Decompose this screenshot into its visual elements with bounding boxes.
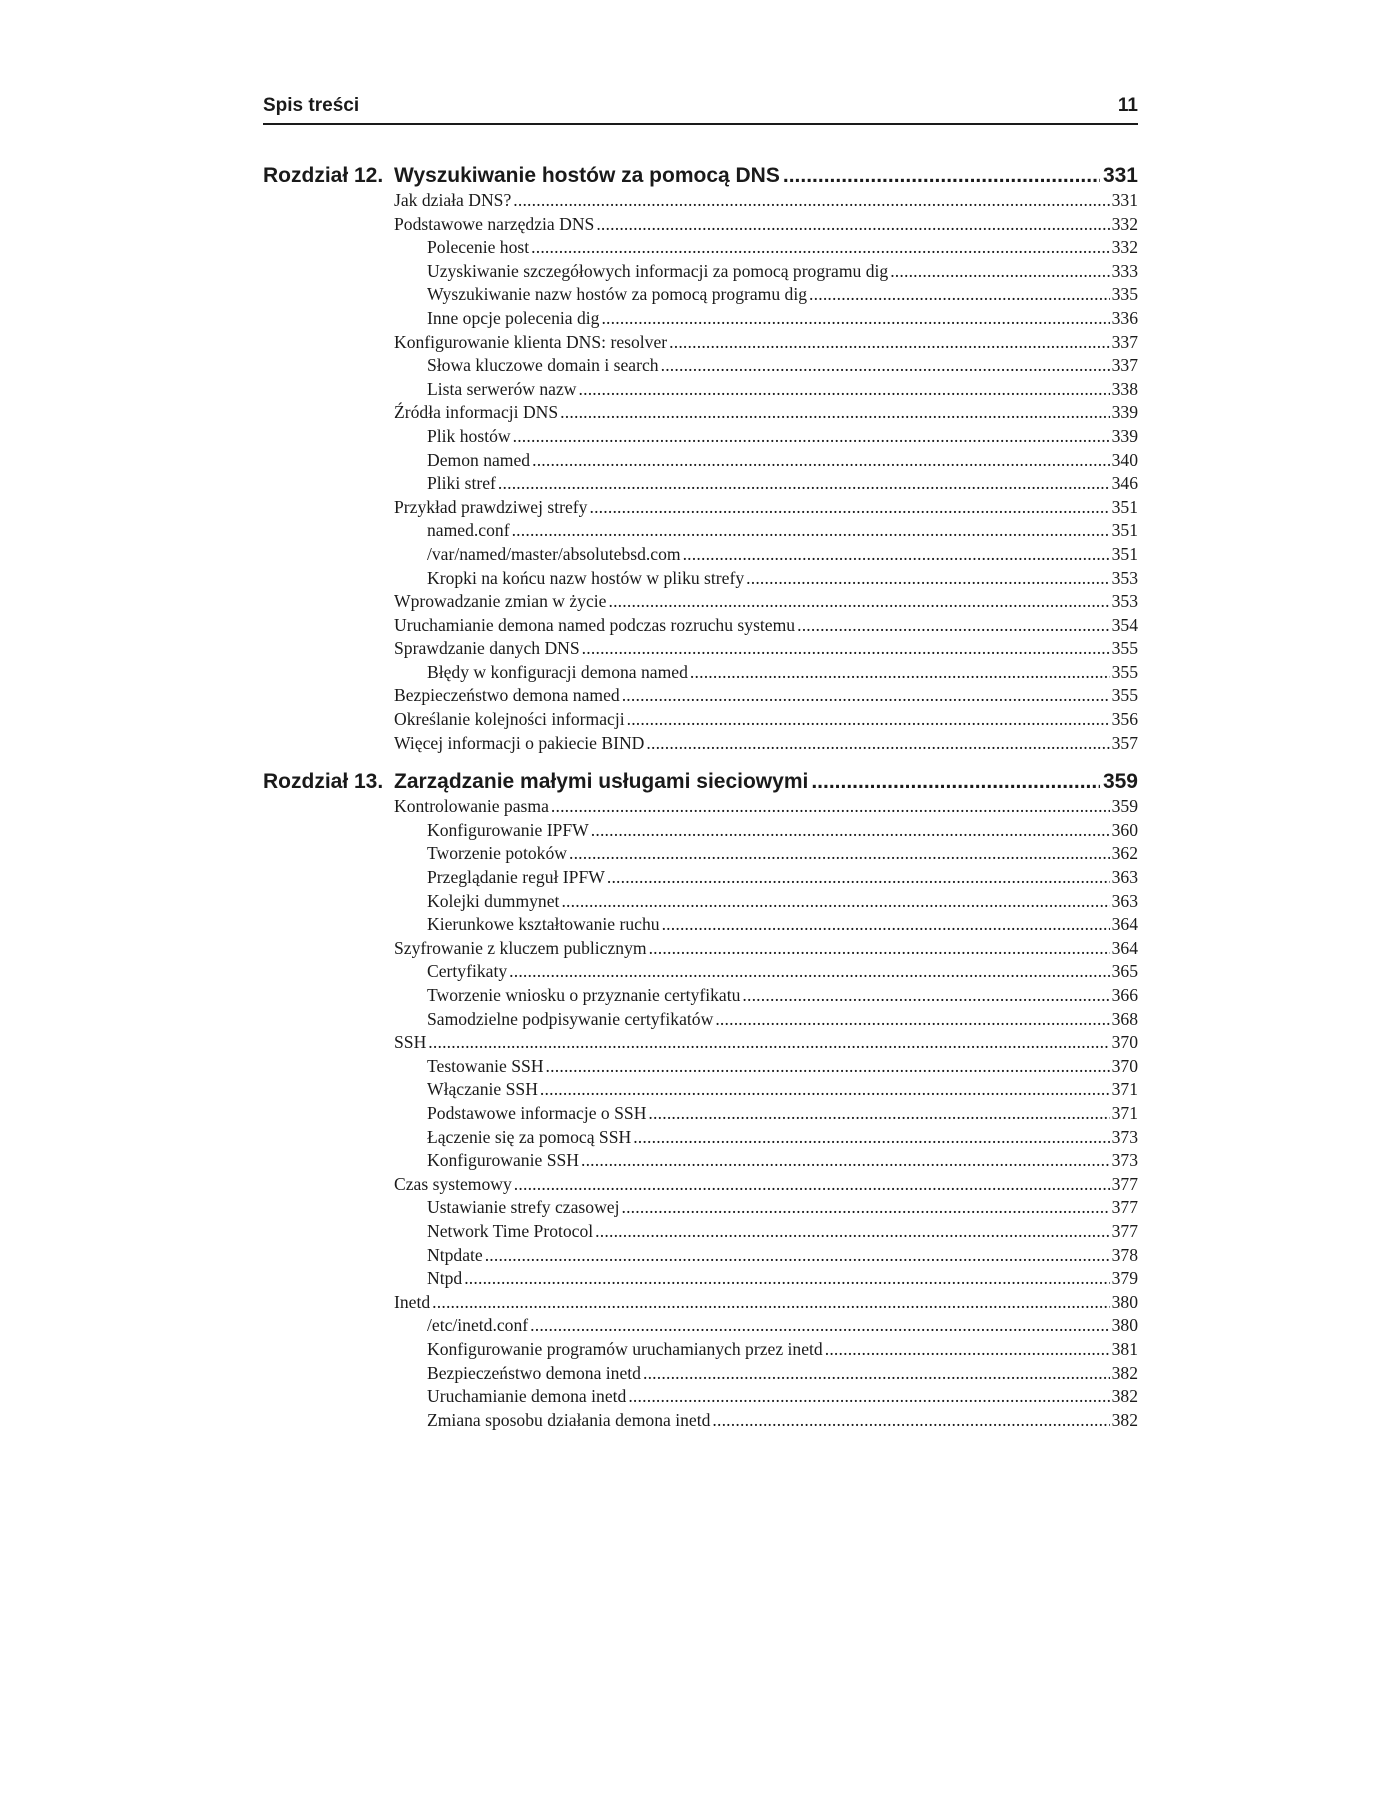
toc-entry-page-number: 363 [1111,890,1138,911]
toc-entry[interactable] [263,472,1138,496]
toc-entry[interactable] [263,1267,1138,1291]
dot-leader [712,1409,1109,1433]
toc-entry[interactable] [263,708,1138,732]
dot-leader [608,590,1109,614]
dot-leader [797,614,1110,638]
toc-entry-page-number: 381 [1111,1338,1138,1359]
toc-entry[interactable] [263,1173,1138,1197]
dot-leader [540,1078,1110,1102]
chapter-title: Zarządzanie małymi usługami sieciowymi [394,770,809,794]
toc-entry-title: Kierunkowe kształtowanie ruchu [427,914,660,935]
toc-entry-title: Uruchamianie demona inetd [427,1386,627,1407]
toc-entry-page-number: 355 [1111,685,1138,706]
dot-leader [432,1291,1109,1315]
toc-entry-page-number: 339 [1111,425,1138,446]
toc-entry-page-number: 337 [1111,355,1138,376]
toc-entry[interactable] [263,590,1138,614]
toc-entry[interactable] [263,449,1138,473]
toc-entry[interactable] [263,1078,1138,1102]
toc-entry-title: Uzyskiwanie szczegółowych informacji za pomocą programu dig [427,260,889,281]
dot-leader [582,637,1110,661]
toc-entry-title: Network Time Protocol [427,1220,594,1241]
dot-leader [595,1220,1109,1244]
page-number: 11 [1117,95,1138,116]
toc-entry-title: Demon named [427,449,531,470]
toc-entry-page-number: 365 [1111,961,1138,982]
toc-entry[interactable] [263,913,1138,937]
dot-leader [825,1338,1110,1362]
toc-entry-list [263,189,1138,755]
toc-entry[interactable] [263,307,1138,331]
toc-entry[interactable] [263,890,1138,914]
dot-leader [531,236,1109,260]
toc-entry-title: SSH [394,1032,427,1053]
dot-leader [546,1055,1110,1079]
toc-entry-title: Tworzenie potoków [427,843,567,864]
toc-entry[interactable] [263,354,1138,378]
dot-leader [591,819,1110,843]
chapter-label: Rozdział 13. [263,770,384,794]
toc-entry-title: Słowa kluczowe domain i search [427,355,659,376]
toc-entry-page-number: 360 [1111,819,1138,840]
dot-leader [560,401,1109,425]
toc-entry[interactable] [263,795,1138,819]
toc-entry-page-number: 354 [1111,614,1138,635]
dot-leader [627,708,1110,732]
dot-leader [579,378,1110,402]
toc-entry-list [263,795,1138,1432]
chapter-title: Wyszukiwanie hostów za pomocą DNS [394,164,780,187]
toc-entry[interactable] [263,819,1138,843]
toc-entry-title: Zmiana sposobu działania demona inetd [427,1409,711,1430]
toc-entry-page-number: 370 [1111,1032,1138,1053]
toc-entry-title: Kolejki dummynet [427,890,560,911]
dot-leader [581,1149,1110,1173]
toc-entry-page-number: 346 [1111,473,1138,494]
toc-entry-title: Błędy w konfiguracji demona named [427,661,688,682]
toc-entry-title: Źródła informacji DNS [394,402,559,423]
toc-entry-page-number: 371 [1111,1079,1138,1100]
dot-leader [648,1102,1109,1126]
toc-entry[interactable] [263,637,1138,661]
dot-leader [498,472,1110,496]
toc-entry[interactable] [263,283,1138,307]
dot-leader [742,984,1109,1008]
toc-entry-title: Czas systemowy [394,1173,512,1194]
running-head-title: Spis treści [263,95,360,116]
toc-entry[interactable] [263,1102,1138,1126]
toc-entry-title: Określanie kolejności informacji [394,709,625,730]
toc-entry-title: Testowanie SSH [427,1055,544,1076]
toc-entry-page-number: 370 [1111,1055,1138,1076]
toc-entry[interactable] [263,567,1138,591]
toc-entry[interactable] [263,496,1138,520]
toc-entry-page-number: 382 [1111,1409,1138,1430]
toc-entry-page-number: 377 [1111,1197,1138,1218]
toc-entry[interactable] [263,960,1138,984]
toc-entry-title: Tworzenie wniosku o przyznanie certyfikatu [427,985,741,1005]
dot-leader [589,496,1109,520]
dot-leader [596,213,1109,237]
toc-entry-page-number: 355 [1111,638,1138,659]
dot-leader [690,661,1110,685]
toc-entry[interactable] [263,866,1138,890]
toc-entry-page-number: 380 [1111,1315,1138,1336]
toc-entry-title: Bezpieczeństwo demona named [394,685,620,706]
toc-entry-page-number: 337 [1111,331,1138,352]
toc-entry-page-number: 371 [1111,1102,1138,1123]
toc-entry-page-number: 380 [1111,1291,1138,1312]
toc-entry-title: Podstawowe informacje o SSH [427,1102,647,1123]
chapter-page-number: 359 [1102,770,1138,794]
toc-entry-title: Podstawowe narzędzia DNS [394,213,595,234]
toc-entry-title: Sprawdzanie danych DNS [394,638,580,659]
dot-leader [643,1362,1110,1386]
toc-entry-title: Bezpieczeństwo demona inetd [427,1362,641,1383]
dot-leader [783,163,1100,189]
dot-leader [622,684,1110,708]
toc-entry-title: Włączanie SSH [427,1079,538,1100]
toc-entry-title: Uruchamianie demona named podczas rozruchu systemu [394,614,796,635]
toc-entry-page-number: 378 [1111,1244,1138,1265]
toc-entry[interactable] [263,425,1138,449]
toc-entry-page-number: 379 [1111,1268,1138,1289]
dot-leader [628,1385,1109,1409]
dot-leader [601,307,1109,331]
dot-leader [746,567,1109,591]
toc-entry-page-number: 351 [1111,543,1138,564]
toc-entry-page-number: 351 [1111,520,1138,541]
dot-leader [890,260,1109,284]
dot-leader [464,1267,1109,1291]
toc-entry-page-number: 332 [1111,213,1138,234]
dot-leader [512,519,1110,543]
dot-leader [428,1031,1109,1055]
dot-leader [514,1173,1110,1197]
toc-entry[interactable] [263,937,1138,961]
toc-entry-page-number: 364 [1111,914,1138,935]
toc-entry-title: Pliki stref [427,473,496,494]
toc-entry[interactable] [263,213,1138,237]
toc-entry-title: Ntpdate [427,1244,483,1265]
toc-page [263,95,1138,1432]
toc-entry-page-number: 340 [1111,449,1138,470]
toc-entry-title: Ustawianie strefy czasowej [427,1197,620,1218]
chapter-heading[interactable] [263,769,1138,795]
toc-entry-title: Inne opcje polecenia dig [427,307,600,328]
toc-entry-title: Ntpd [427,1268,463,1289]
dot-leader [621,1196,1109,1220]
table-of-contents [263,163,1138,1432]
toc-entry-page-number: 373 [1111,1126,1138,1147]
toc-entry-title: Konfigurowanie SSH [427,1150,579,1171]
dot-leader [662,913,1110,937]
toc-entry-page-number: 364 [1111,937,1138,958]
dot-leader [649,937,1110,961]
toc-entry[interactable] [263,684,1138,708]
toc-entry-page-number: 373 [1111,1150,1138,1171]
toc-entry-title: Kropki na końcu nazw hostów w pliku strefy [427,567,745,588]
toc-entry-title: Przeglądanie reguł IPFW [427,867,605,888]
toc-entry[interactable] [263,984,1138,1008]
toc-entry[interactable] [263,732,1138,756]
toc-entry-page-number: 351 [1111,496,1138,517]
toc-entry[interactable] [263,378,1138,402]
toc-entry-title: Lista serwerów nazw [427,378,577,399]
toc-entry-page-number: 368 [1111,1008,1138,1029]
toc-entry[interactable] [263,1149,1138,1173]
dot-leader [715,1008,1109,1032]
dot-leader [683,543,1110,567]
dot-leader [530,1314,1109,1338]
toc-entry-page-number: 332 [1111,237,1138,258]
toc-entry-title: /etc/inetd.conf [427,1315,529,1336]
toc-entry-page-number: 363 [1111,867,1138,888]
dot-leader [513,189,1109,213]
toc-entry[interactable] [263,189,1138,213]
dot-leader [646,732,1109,756]
toc-entry-title: Konfigurowanie klienta DNS: resolver [394,331,668,352]
toc-entry-title: Więcej informacji o pakiecie BIND [394,732,645,753]
running-head [263,95,1138,125]
toc-entry[interactable] [263,260,1138,284]
toc-entry-page-number: 338 [1111,378,1138,399]
chapter-heading[interactable] [263,163,1138,189]
toc-entry[interactable] [263,519,1138,543]
toc-entry[interactable] [263,543,1138,567]
dot-leader [661,354,1110,378]
toc-entry-page-number: 333 [1111,260,1138,281]
toc-entry[interactable] [263,1362,1138,1386]
dot-leader [561,890,1109,914]
dot-leader [669,331,1109,355]
toc-entry[interactable] [263,1385,1138,1409]
toc-entry[interactable] [263,1196,1138,1220]
toc-entry[interactable] [263,1126,1138,1150]
toc-entry-title: Wyszukiwanie nazw hostów za pomocą programu dig [427,284,808,305]
dot-leader [569,842,1110,866]
toc-entry-page-number: 339 [1111,402,1138,423]
toc-entry-page-number: 356 [1111,709,1138,730]
toc-entry-page-number: 353 [1111,567,1138,588]
toc-entry-page-number: 357 [1111,732,1138,753]
toc-entry-title: Plik hostów [427,425,511,446]
chapter-label: Rozdział 12. [263,164,384,187]
dot-leader [809,283,1110,307]
toc-entry-page-number: 335 [1111,284,1138,305]
dot-leader [607,866,1110,890]
toc-entry-title: Certyfikaty [427,961,508,982]
toc-entry-page-number: 331 [1111,190,1138,210]
toc-entry[interactable] [263,1220,1138,1244]
toc-entry-title: Inetd [394,1291,431,1312]
toc-entry[interactable] [263,1314,1138,1338]
chapter-section [263,163,1138,755]
toc-entry-title: Samodzielne podpisywanie certyfikatów [427,1008,714,1029]
toc-entry-title: Konfigurowanie programów uruchamianych przez inetd [427,1338,823,1359]
toc-entry-page-number: 366 [1111,985,1138,1005]
dot-leader [633,1126,1109,1150]
toc-entry-page-number: 382 [1111,1386,1138,1407]
dot-leader [485,1244,1110,1268]
toc-entry[interactable] [263,1031,1138,1055]
chapter-page-number: 331 [1102,164,1138,187]
toc-entry[interactable] [263,1409,1138,1433]
dot-leader [509,960,1109,984]
dot-leader [551,795,1110,819]
dot-leader [513,425,1110,449]
toc-entry[interactable] [263,1244,1138,1268]
toc-entry[interactable] [263,331,1138,355]
dot-leader [811,769,1100,795]
toc-entry-title: Konfigurowanie IPFW [427,819,589,840]
toc-entry-title: Kontrolowanie pasma [394,796,549,817]
toc-entry[interactable] [263,1291,1138,1315]
toc-entry-page-number: 382 [1111,1362,1138,1383]
toc-entry-title: Polecenie host [427,237,530,258]
toc-entry-page-number: 353 [1111,591,1138,612]
toc-entry-title: Łączenie się za pomocą SSH [427,1126,632,1147]
toc-entry-page-number: 355 [1111,661,1138,682]
toc-entry-title: Wprowadzanie zmian w życie [394,591,607,612]
toc-entry-title: Szyfrowanie z kluczem publicznym [394,937,647,958]
toc-entry[interactable] [263,236,1138,260]
toc-entry-page-number: 336 [1111,307,1138,328]
toc-entry-page-number: 377 [1111,1220,1138,1241]
toc-entry[interactable] [263,1008,1138,1032]
toc-entry-page-number: 359 [1111,796,1138,817]
toc-entry[interactable] [263,842,1138,866]
toc-entry[interactable] [263,1338,1138,1362]
toc-entry-title: Przykład prawdziwej strefy [394,496,588,517]
toc-entry-title: Jak działa DNS? [394,190,512,210]
toc-entry[interactable] [263,661,1138,685]
toc-entry[interactable] [263,614,1138,638]
dot-leader [532,449,1110,473]
toc-entry-page-number: 362 [1111,843,1138,864]
chapter-section [263,769,1138,1432]
toc-entry[interactable] [263,401,1138,425]
toc-entry-title: /var/named/master/absolutebsd.com [427,543,681,564]
toc-entry[interactable] [263,1055,1138,1079]
toc-entry-page-number: 377 [1111,1173,1138,1194]
toc-entry-title: named.conf [427,520,510,541]
